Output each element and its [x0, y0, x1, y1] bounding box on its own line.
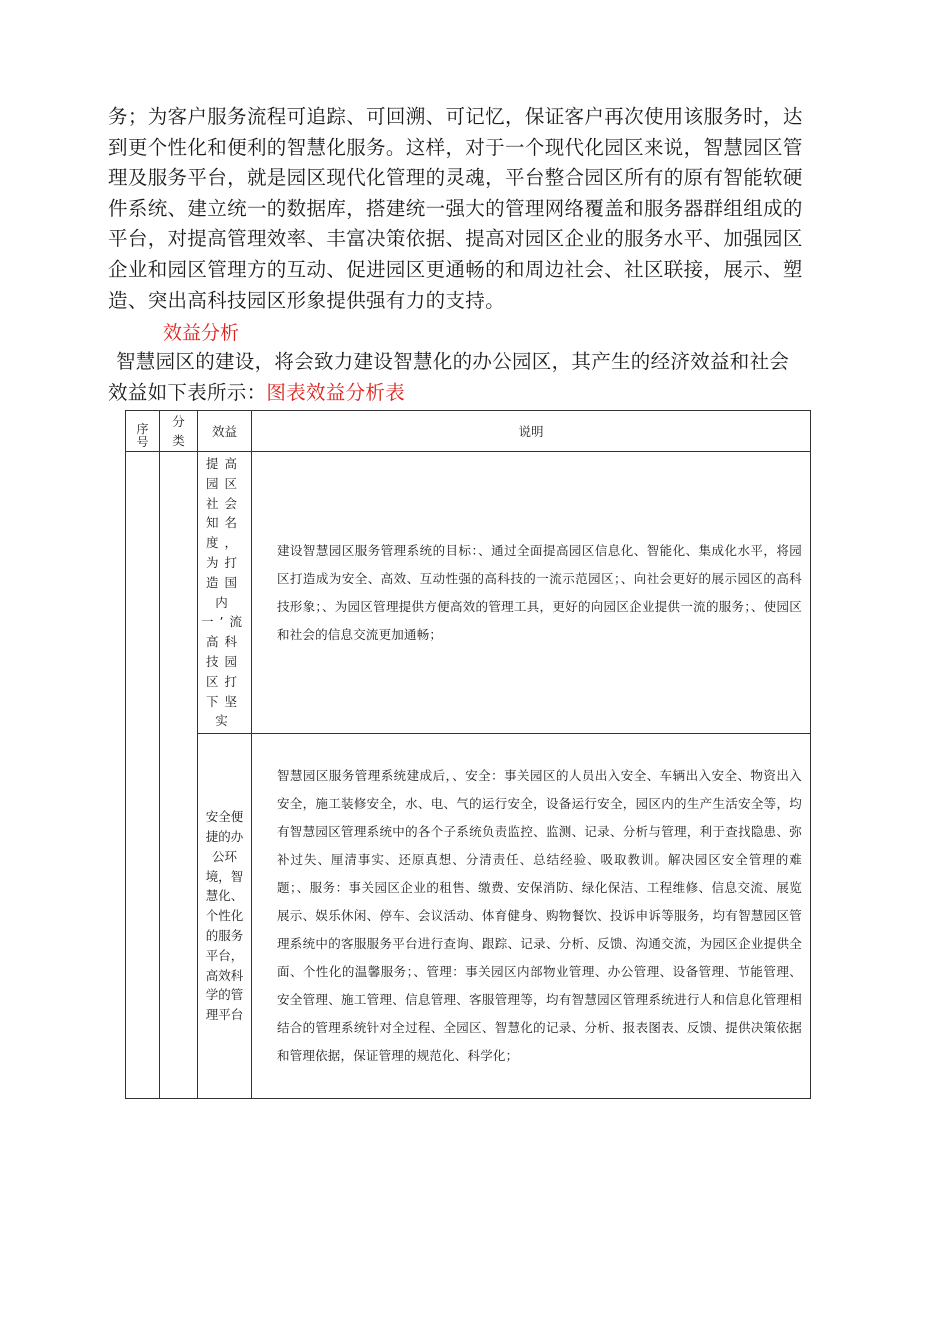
paragraph-line: 企业和园区管理方的互动、促进园区更通畅的和周边社会、社区联接，展示、塑: [108, 257, 803, 281]
header-category: 分类: [160, 411, 198, 452]
intro-paragraph: [108, 347, 838, 408]
table-header-row: [126, 411, 811, 452]
cell-category: [160, 452, 198, 1099]
header-no: 序号: [126, 411, 160, 452]
paragraph-line: 理及服务平台，就是园区现代化管理的灵魂，平台整合园区所有的原有智能软硬: [108, 166, 803, 190]
table-row: [126, 452, 811, 734]
paragraph-line: 到更个性化和便利的智慧化服务。这样，对于一个现代化园区来说，智慧园区管: [108, 135, 803, 159]
header-benefit: 效益: [198, 411, 252, 452]
cell-benefit: 安全便捷的办公环境，智慧化、个性化的服务平台，高效科学的管理平台: [198, 734, 252, 1099]
section-heading: 效益分析: [163, 322, 240, 344]
cell-description: 智慧园区服务管理系统建成后，、安全：事关园区的人员出入安全、车辆出入安全、物资出入安全，施工装修安全，水、电、气的运行安全，设备运行安全，园区内的生产生活安全等，均有智慧园区管理系统中的各个子系统负责监控、监测、记录、分析与管理，利于查找隐患、弥补过失、厘清事实、还原真想、分清责任、总结经验、吸取教训。解决园区安全管理的难题；、服务：事关园区企业的租售、缴费、安保消防、绿化保洁、工程维修、信息交流、展览展示、娱乐休闲、停车、会议活动、体育健身、购物餐饮、投诉申诉等服务，均有智慧园区管理系统中的客服服务平台进行查询、跟踪、记录、分析、反馈、沟通交流，为园区企业提供全面、个性化的温馨服务；、管理：事关园区内部物业管理、办公管理、设备管理、节能管理、安全管理、施工管理、信息管理、客服管理等，均有智慧园区管理系统进行人和信息化管理相结合的管理系统针对全过程、全园区、智慧化的记录、分析、报表图表、反馈、提供决策依据和管理依据，保证管理的规范化、科学化；: [252, 734, 811, 1099]
intro-line: [108, 378, 838, 409]
table-row: [126, 734, 811, 1099]
paragraph-line: 务；为客户服务流程可追踪、可回溯、可记忆，保证客户再次使用该服务时，达: [108, 105, 803, 128]
intro-line: 智慧园区的建设，将会致力建设智慧化的办公园区，其产生的经济效益和社会: [116, 350, 790, 373]
body-paragraph: [108, 102, 828, 316]
intro-prefix: 效益如下表所示：: [108, 380, 267, 404]
table-reference-link[interactable]: 图表效益分析表: [266, 380, 406, 404]
benefit-analysis-table: [125, 410, 811, 1099]
cell-no: [126, 452, 160, 1099]
paragraph-line: 造、突出高科技园区形象提供强有力的支持。: [108, 288, 506, 312]
paragraph-line: 件系统、建立统一的数据库，搭建统一强大的管理网络覆盖和服务器群组组成的: [108, 196, 803, 220]
header-description: 说明: [252, 411, 811, 452]
cell-description: 建设智慧园区服务管理系统的目标：、通过全面提高园区信息化、智能化、集成化水平，将园区打造成为安全、高效、互动性强的高科技的一流示范园区；、向社会更好的展示园区的高科技形象；、为园区管理提供方便高效的管理工具，更好的向园区企业提供一流的服务；、使园区和社会的信息交流更加通畅；: [252, 452, 811, 734]
cell-benefit: 提高园区社会知名度，为打造国内一’流高科技园区打下坚实: [198, 452, 252, 734]
paragraph-line: 平台，对提高管理效率、丰富决策依据、提高对园区企业的服务水平、加强园区: [108, 227, 803, 251]
